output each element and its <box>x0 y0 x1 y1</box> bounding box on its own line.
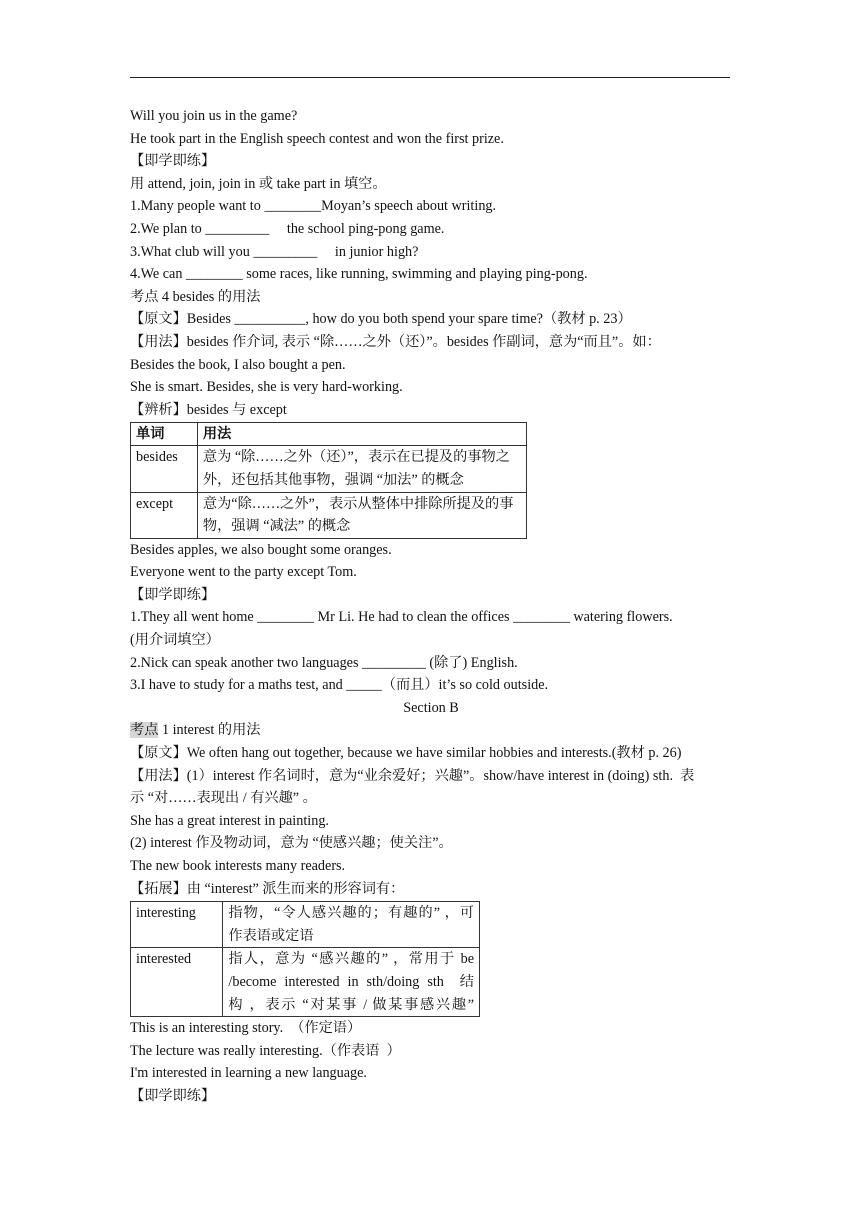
exercise-item: 3.What club will you _________ in junior high? <box>130 243 419 260</box>
point-label: 考点 <box>130 722 159 739</box>
table-cell-usage <box>223 902 480 948</box>
section-title: Section B <box>403 699 459 716</box>
practice-heading: 【即学即练】 <box>130 1087 216 1104</box>
exercise-item: 3.I have to study for a maths test, and _____（而且）it’s so cold outside. <box>130 677 549 694</box>
point-heading <box>130 719 732 742</box>
original-text: 【原文】We often hang out together, because we have similar hobbies and interests.(教材 p. 26) <box>130 745 682 762</box>
table-cell-word: interesting <box>131 902 223 948</box>
header-rule <box>130 77 730 78</box>
table-cell-word: besides <box>131 446 198 492</box>
document-page <box>130 105 732 1108</box>
example-sentence: Besides apples, we also bought some oranges. <box>130 541 392 558</box>
table-cell-usage: 意为“除……之外”，表示从整体中排除所提及的事物，强调 “减法” 的概念 <box>197 492 526 538</box>
example-sentence: He took part in the English speech contest and won the first prize. <box>130 130 504 147</box>
usage-text: 示 “对……表现出 / 有兴趣” 。 <box>130 790 317 807</box>
exercise-item: 4.We can ________ some races, like running, swimming and playing ping-pong. <box>130 266 588 283</box>
table-row <box>131 446 527 492</box>
table-header-word: 单词 <box>131 423 198 446</box>
exercise-item: 1.Many people want to ________Moyan’s speech about writing. <box>130 198 497 215</box>
point-title: 1 interest 的用法 <box>158 722 261 739</box>
table-cell-line: 指人，意为 “感兴趣的” ，常用于 be <box>228 951 474 968</box>
example-sentence: I'm interested in learning a new language. <box>130 1065 367 1082</box>
example-sentence: She has a great interest in painting. <box>130 812 329 829</box>
table-row <box>131 492 527 538</box>
example-sentence: Everyone went to the party except Tom. <box>130 564 357 581</box>
usage-text: 【用法】(1）interest 作名词时，意为“业余爱好；兴趣”。show/have interest in (doing) sth. 表 <box>130 767 695 784</box>
table-cell-line: 作表语或定语 <box>228 927 314 944</box>
table-cell-line: 指物，“令人感兴趣的；有趣的” ，可 <box>228 905 474 922</box>
table-row <box>131 902 480 948</box>
example-sentence: Will you join us in the game? <box>130 108 298 124</box>
table-header-usage: 用法 <box>197 423 526 446</box>
usage-text: 【用法】besides 作介词, 表示 “除……之外（还）”。besides 作副词，意为“而且”。如： <box>130 333 661 350</box>
table-row <box>131 948 480 1017</box>
practice-instruction: 用 attend, join, join in 或 take part in 填空。 <box>130 175 387 192</box>
exercise-item: 2.Nick can speak another two languages _________ (除了) English. <box>130 654 518 671</box>
point-heading: 考点 4 besides 的用法 <box>130 288 261 305</box>
extension-heading: 【拓展】由 “interest” 派生而来的形容词有： <box>130 880 405 897</box>
table-cell-word: interested <box>131 948 223 1017</box>
usage-text: (2) interest 作及物动词，意为 “使感兴趣；使关注”。 <box>130 835 453 852</box>
table-header-row <box>131 423 527 446</box>
example-sentence: This is an interesting story. （作定语） <box>130 1020 362 1037</box>
example-sentence: The new book interests many readers. <box>130 858 346 874</box>
table-cell-word: except <box>131 492 198 538</box>
exercise-note: (用介词填空） <box>130 632 220 649</box>
table-cell-usage <box>223 948 480 1017</box>
interest-adjective-table <box>130 901 480 1017</box>
example-sentence: The lecture was really interesting.（作表语 ） <box>130 1042 401 1059</box>
practice-heading: 【即学即练】 <box>130 586 216 603</box>
original-text: 【原文】Besides __________, how do you both spend your spare time?（教材 p. 23） <box>130 311 632 328</box>
example-sentence: She is smart. Besides, she is very hard-working. <box>130 379 403 396</box>
practice-heading: 【即学即练】 <box>130 153 216 170</box>
table-cell-line: /become interested in sth/doing sth 结 <box>228 973 474 990</box>
table-cell-line: 构 ，表示 “对某事 / 做某事感兴趣” <box>228 996 474 1013</box>
exercise-item: 1.They all went home ________ Mr Li. He had to clean the offices ________ watering flowers. <box>130 609 673 626</box>
analysis-heading: 【辨析】besides 与 except <box>130 401 287 418</box>
exercise-item: 2.We plan to _________ the school ping-pong game. <box>130 220 445 237</box>
example-sentence: Besides the book, I also bought a pen. <box>130 356 346 373</box>
besides-except-table <box>130 422 527 538</box>
table-cell-usage: 意为 “除……之外（还）”，表示在已提及的事物之外，还包括其他事物，强调 “加法” 的概念 <box>197 446 526 492</box>
